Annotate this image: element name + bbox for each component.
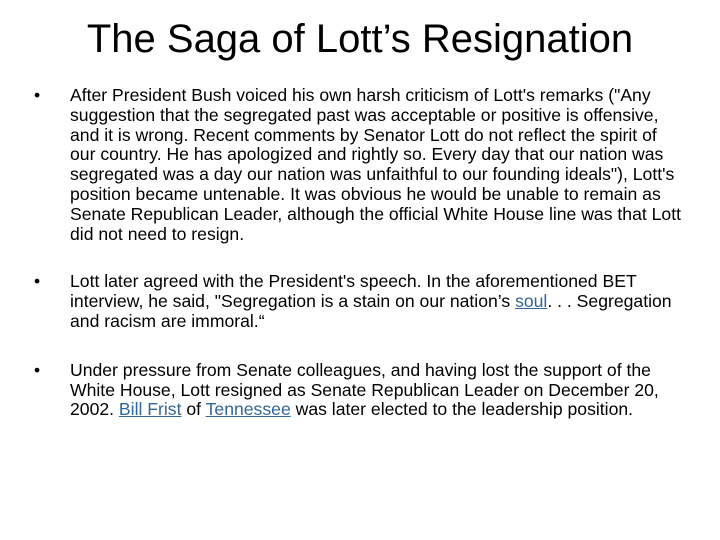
- bullet-text-after: . . . Segregation and racism are immoral.“: [70, 291, 672, 331]
- bullet-icon: •: [34, 271, 41, 292]
- bullet-item-lott-agreed: [34, 272, 684, 331]
- bullet-text: After President Bush voiced his own harsh criticism of Lott's remarks ("Any suggestion that the segregated past was acceptable or positive is offensive, and it is wrong. Recent comments by Senator Lott do not reflect the spirit of our country. He has apologized and rightly so. Every day that our nation was segregated was a day our nation was unfaithful to our founding ideals"), Lott's position became untenable. It was obvious he would be unable to remain as Senate Republican Leader, although the official White House line was that Lott did not need to resign.: [70, 85, 681, 244]
- soul-link[interactable]: soul: [515, 291, 548, 312]
- bullet-item-lott-resigned: [34, 361, 684, 420]
- tennessee-link[interactable]: Tennessee: [205, 399, 291, 420]
- bullet-list: [34, 86, 684, 420]
- bill-frist-link[interactable]: Bill Frist: [118, 399, 182, 420]
- bullet-icon: •: [34, 85, 41, 105]
- bullet-item-bush-criticism: [34, 86, 684, 244]
- bullet-text-middle: of: [181, 399, 206, 420]
- slide-title: The Saga of Lott’s Resignation: [86, 17, 634, 61]
- bullet-text-before: Under pressure from Senate colleagues, and having lost the support of the White House, Lott resigned as Senate Republican Leader on December 20, 2002.: [70, 359, 659, 420]
- bullet-icon: •: [34, 359, 41, 380]
- bullet-text-after: was later elected to the leadership position.: [290, 399, 634, 420]
- bullet-text-before: Lott later agreed with the President's speech. In the aforementioned BET interview, he said, "Segregation is a stain on our nation’s: [70, 271, 637, 312]
